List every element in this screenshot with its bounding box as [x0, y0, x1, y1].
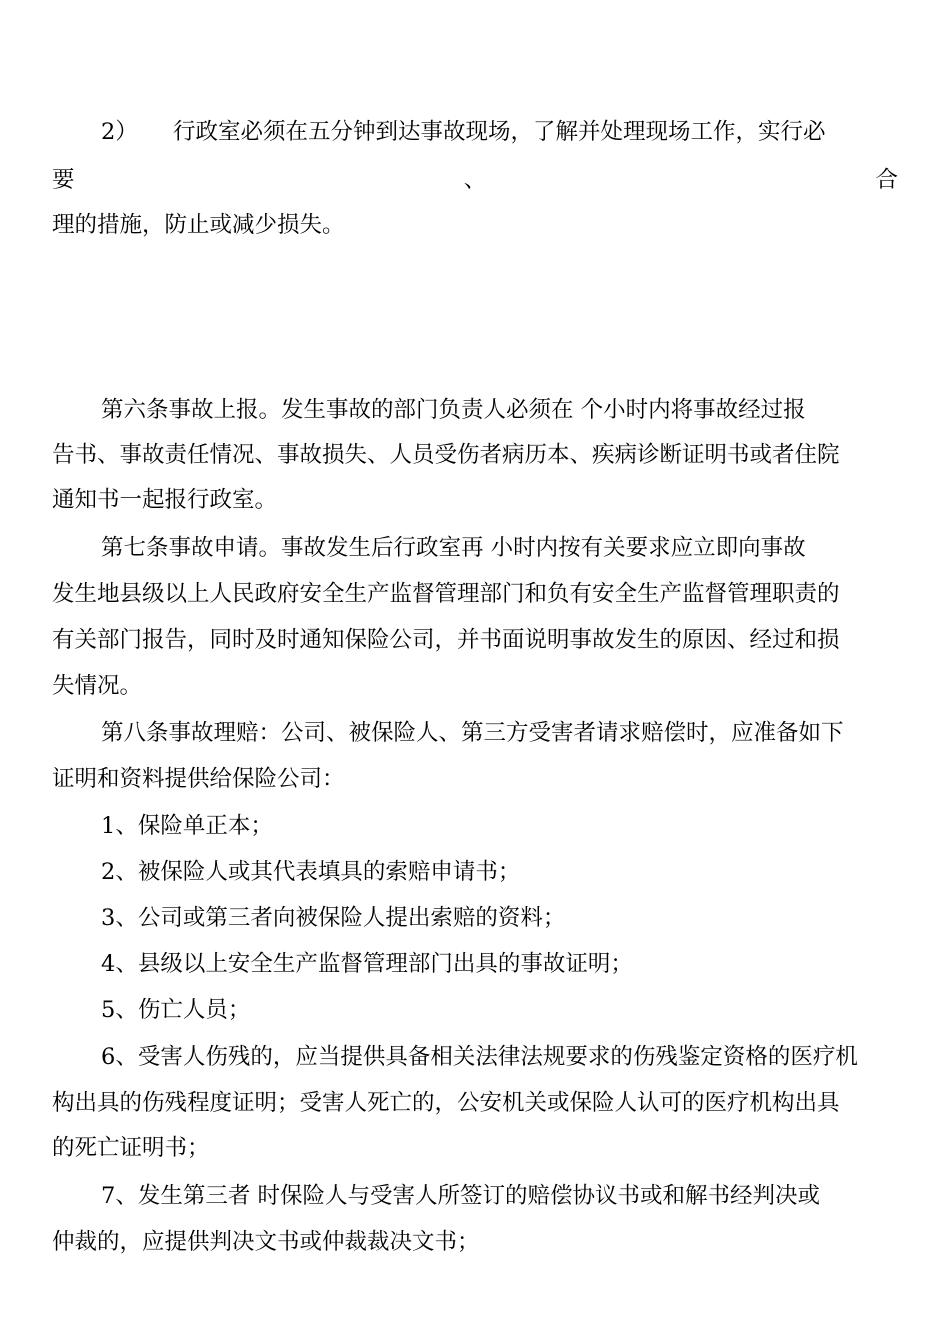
- article-6-line: 第六条事故上报。发生事故的部门负责人必须在 个小时内将事故经过报: [101, 397, 806, 423]
- list-item: 1、保险单正本；: [101, 813, 273, 839]
- list-item: 6、受害人伤残的，应当提供具备相关法律法规要求的伤残鉴定资格的医疗机: [101, 1044, 858, 1070]
- list-item: 2、被保险人或其代表填具的索赔申请书；: [101, 859, 521, 885]
- list-item: 5、伤亡人员；: [101, 997, 251, 1023]
- article-8-line: 第八条事故理赔：公司、被保险人、第三方受害者请求赔偿时，应准备如下: [101, 720, 844, 746]
- article-7-line: 发生地县级以上人民政府安全生产监督管理部门和负有安全生产监督管理职责的: [52, 581, 840, 607]
- list-item-continuation: 的死亡证明书；: [52, 1135, 210, 1161]
- list-item: 4、县级以上安全生产监督管理部门出具的事故证明；: [101, 951, 633, 977]
- paragraph-text: 、: [463, 167, 487, 193]
- paragraph-text: 行政室必须在五分钟到达事故现场，了解并处理现场工作，实行必: [173, 119, 826, 145]
- list-item-continuation: 构出具的伤残程度证明；受害人死亡的，公安机关或保险人认可的医疗机构出具: [52, 1090, 840, 1116]
- article-7-line: 第七条事故申请。事故发生后行政室再 小时内按有关要求应立即向事故: [101, 535, 806, 561]
- article-6-line: 通知书一起报行政室。: [52, 487, 278, 513]
- paragraph-line: 理的措施，防止或减少损失。: [52, 212, 345, 238]
- paragraph-text: 合: [875, 167, 898, 193]
- list-item: 7、发生第三者 时保险人与受害人所签订的赔偿协议书或和解书经判决或: [101, 1183, 820, 1209]
- paragraph-line: [52, 165, 898, 195]
- list-number: 2）: [101, 119, 138, 145]
- article-8-line: 证明和资料提供给保险公司：: [52, 766, 345, 792]
- paragraph-line: [101, 117, 898, 147]
- article-7-line: 有关部门报告，同时及时通知保险公司，并书面说明事故发生的原因、经过和损: [52, 627, 840, 653]
- article-6-line: 告书、事故责任情况、事故损失、人员受伤者病历本、疾病诊断证明书或者住院: [52, 442, 840, 468]
- list-item-continuation: 仲裁的，应提供判决文书或仲裁裁决文书；: [52, 1229, 480, 1255]
- list-item: 3、公司或第三者向被保险人提出索赔的资料；: [101, 905, 566, 931]
- article-7-line: 失情况。: [52, 673, 143, 699]
- paragraph-text: 要: [52, 167, 75, 193]
